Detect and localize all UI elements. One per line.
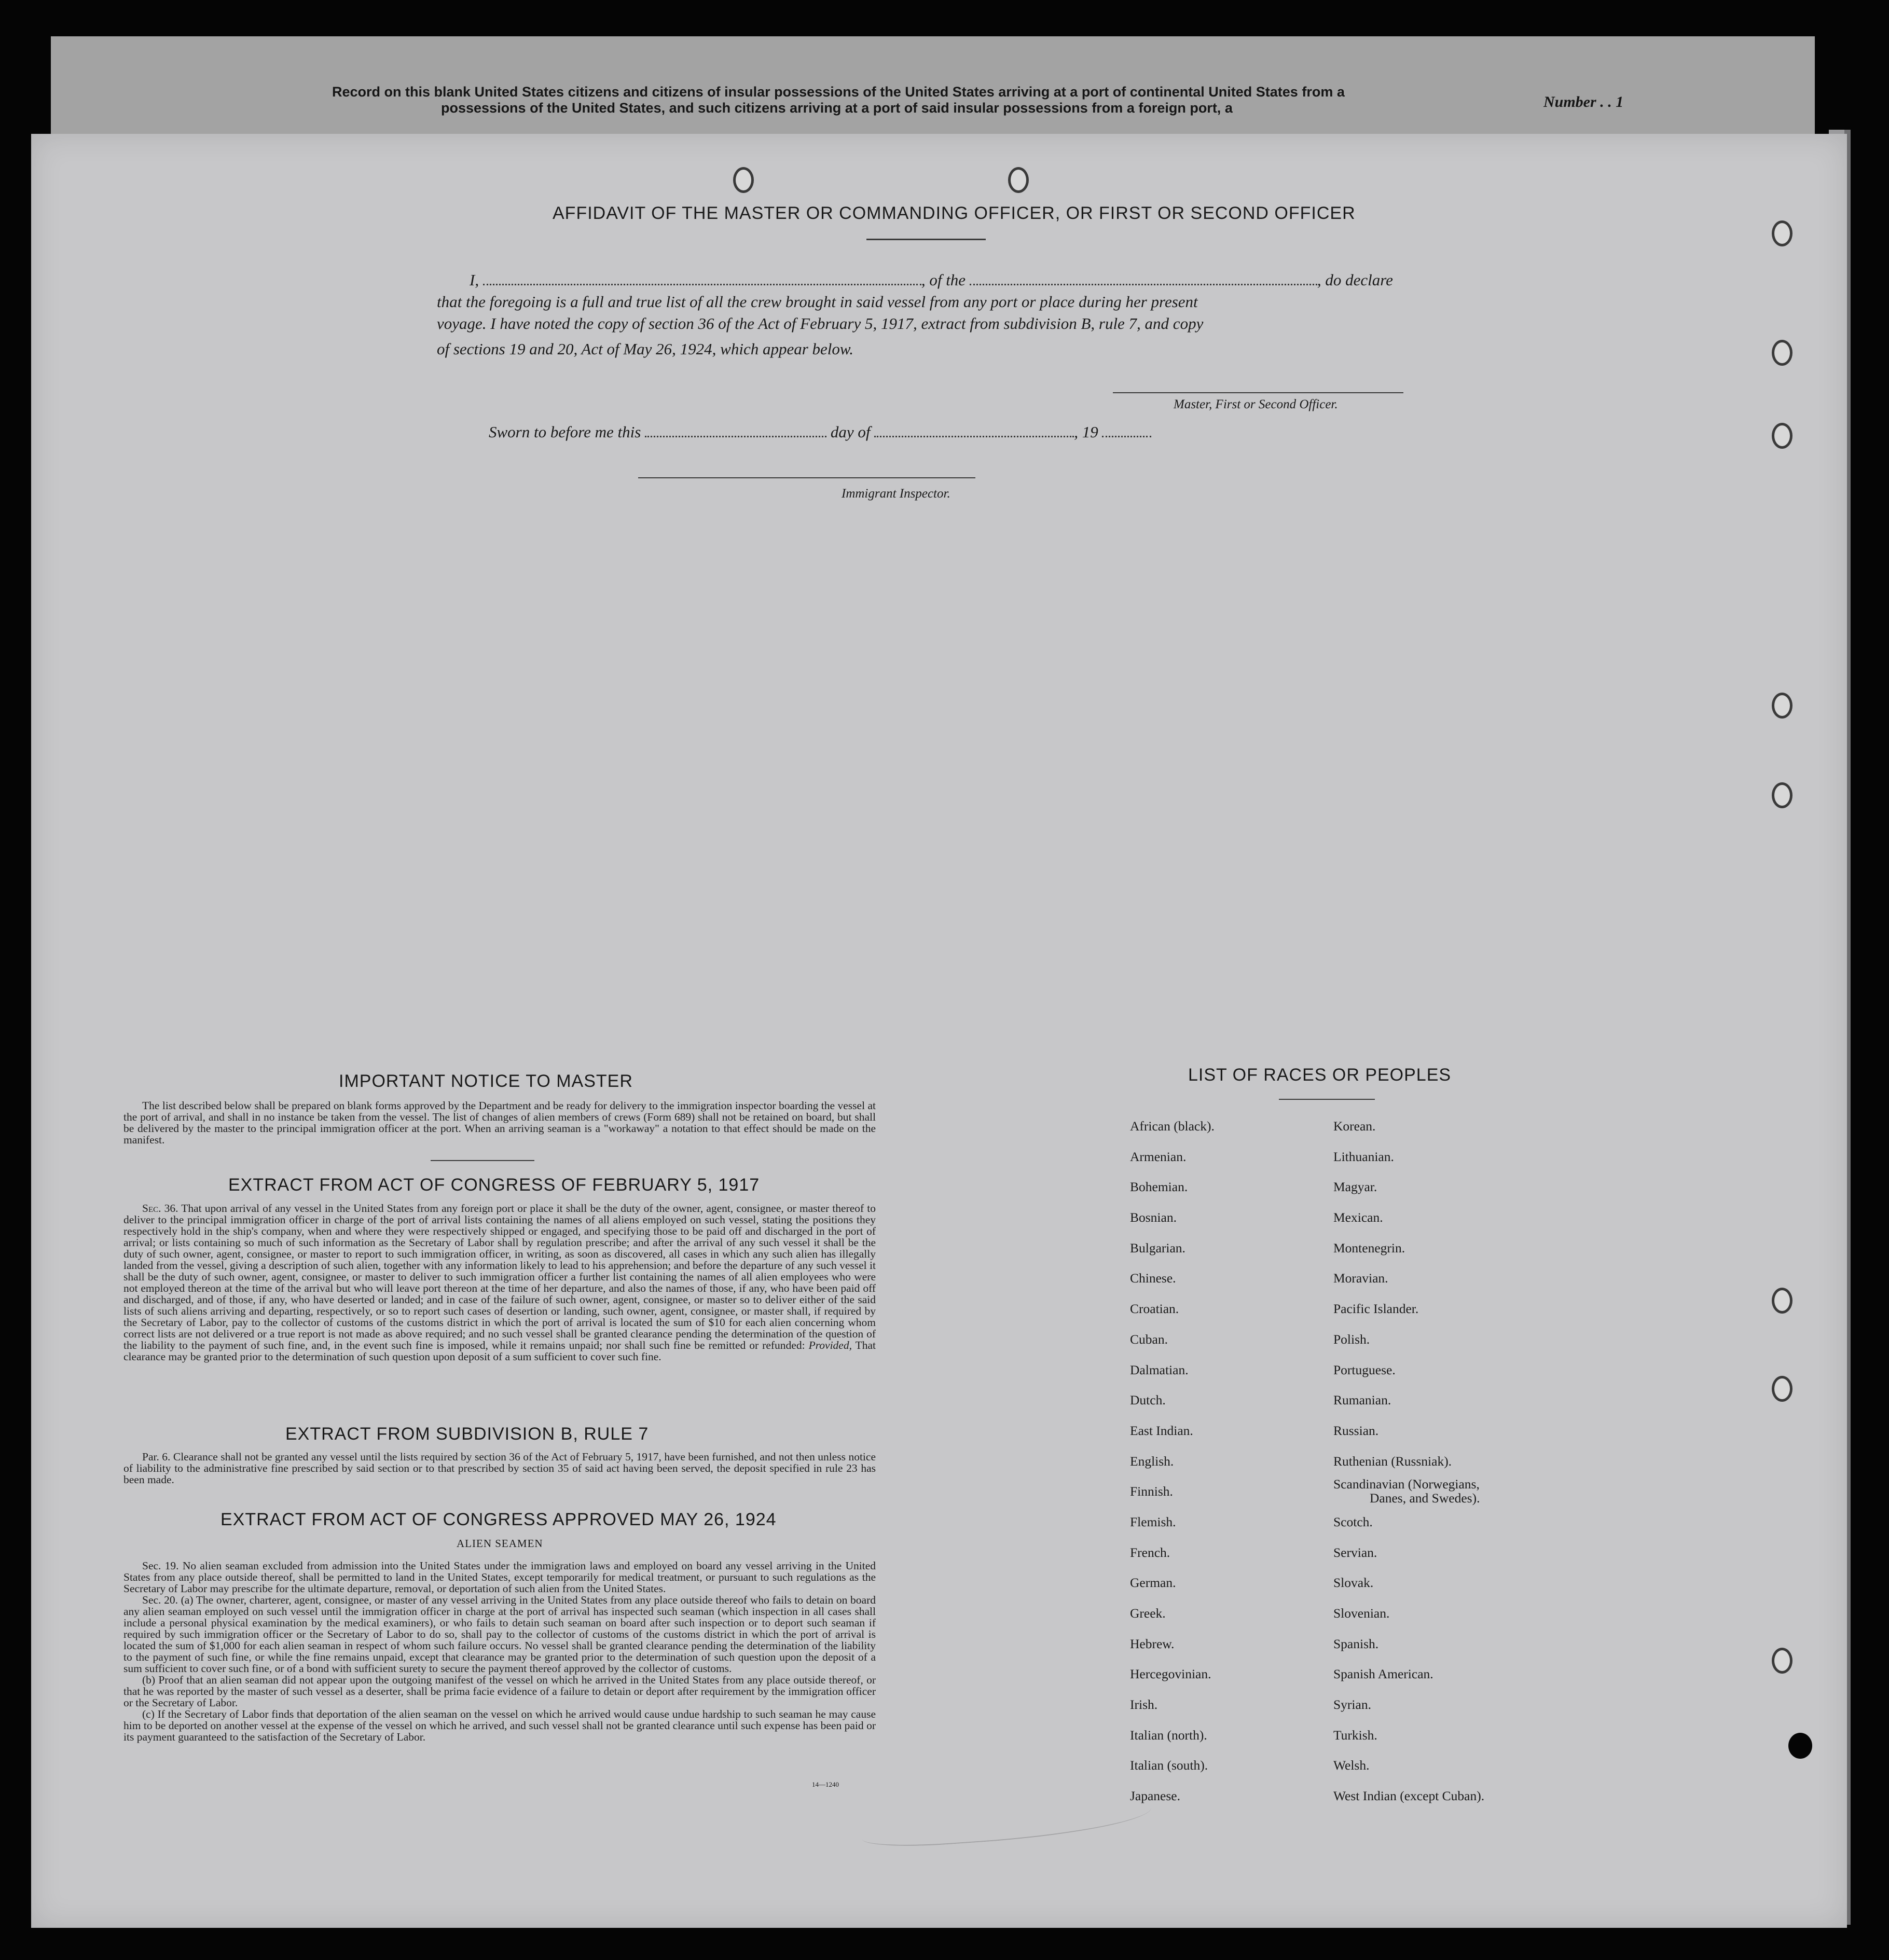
- header-strip: [332, 84, 1473, 116]
- race-item-line: Danes, and Swedes).: [1370, 1490, 1480, 1506]
- race-item: English.: [1130, 1453, 1174, 1469]
- race-item: Cuban.: [1130, 1331, 1168, 1347]
- rule7-paragraph: Par. 6. Clearance shall not be granted any vessel until the lists required by section 36 of the Act of February 5, 1917, have been furnished, and not then unless notice of liability to the administrative fine prescribed by said section or to that prescribed by section 35 of said act having been served, the deposit specified in rule 23 has been made.: [123, 1451, 876, 1486]
- punch-hole: [1772, 220, 1793, 246]
- race-item: Bulgarian.: [1130, 1240, 1185, 1255]
- race-item: Chinese.: [1130, 1271, 1176, 1286]
- extract-1924-body: [123, 1560, 876, 1743]
- races-rule: [1279, 1099, 1375, 1100]
- title-rule: [866, 239, 986, 240]
- alien-seamen-subtitle: ALIEN SEAMEN: [457, 1537, 543, 1550]
- header-line-1: Record on this blank United States citizens and citizens of insular possessions of the United States arriving at a port of continental United States from a: [332, 84, 1345, 100]
- race-item: Armenian.: [1130, 1149, 1187, 1164]
- punch-hole: [1772, 693, 1793, 719]
- race-item: Bohemian.: [1130, 1179, 1188, 1195]
- race-item: Spanish American.: [1333, 1666, 1433, 1682]
- race-item: Syrian.: [1333, 1697, 1371, 1713]
- race-item: Dalmatian.: [1130, 1362, 1189, 1377]
- punch-hole: [1772, 423, 1793, 449]
- race-item: Mexican.: [1333, 1210, 1383, 1225]
- section-20a-paragraph: Sec. 20. (a) The owner, charterer, agent, consignee, or master of any vessel arriving in the United States from any place outside thereof who fails to detain on board any alien seaman employed on such vessel until the immigration officer in charge at the port of arrival has inspected such seaman (which inspection in all cases shall include a personal physical examination by the medical examiners), or who fails to detain such seaman on board after such inspection or to deport such seaman if required by such immigration officer or the Secretary of Labor to do so, shall pay to the collector of customs of the customs district in which the port of arrival is located the sum of $1,000 for each alien seaman in respect of whom such failure occurs. No vessel shall be granted clearance pending the determination of the liability to the payment of such fine, or while the fine remains unpaid, except that clearance may be granted prior to the determination of such question upon the deposit of a sum sufficient to cover such fine, or of a bond with sufficient surety to secure the payment thereof approved by the collector of customs.: [123, 1594, 876, 1675]
- race-item: Finnish.: [1130, 1484, 1173, 1499]
- race-item: French.: [1130, 1544, 1170, 1560]
- section-19-paragraph: Sec. 19. No alien seaman excluded from admission into the United States under the immigration laws and employed on board any vessel arriving in the United States from any place outside thereof, shall be permitted to land in the United States, except temporarily for medical treatment, or pursuant to such regulations as the Secretary of Labor may prescribe for the ultimate departure, removal, or deportation of such alien from the United States.: [123, 1559, 876, 1595]
- notice-paragraph: The list described below shall be prepared on blank forms approved by the Department and be ready for delivery to the immigration inspector boarding the vessel at the port of arrival, and shall in no instance be taken from the vessel. The list of changes of alien members of crews (Form 689) shall not be retained on board, but shall be delivered by the master to the principal immigration officer at the port. When an arriving seaman is a "workaway" a notation to that effect should be made on the manifest.: [123, 1099, 876, 1146]
- race-item: Hercegovinian.: [1130, 1666, 1211, 1682]
- day-of-text: day of: [830, 423, 871, 441]
- race-item: Italian (south).: [1130, 1758, 1208, 1773]
- race-item: Korean.: [1333, 1119, 1376, 1134]
- race-item: [1333, 1476, 1484, 1507]
- sworn-text: Sworn to before me this: [489, 423, 641, 441]
- punch-hole: [1772, 782, 1793, 808]
- race-item: Irish.: [1130, 1697, 1158, 1713]
- race-item: Montenegrin.: [1333, 1240, 1405, 1255]
- affidavit-line-2: that the foregoing is a full and true list of all the crew brought in said vessel from any port or place during her present: [437, 293, 1198, 311]
- race-item: Magyar.: [1333, 1179, 1377, 1195]
- affidavit-i: I,: [470, 271, 479, 289]
- races-title: LIST OF RACES OR PEOPLES: [1188, 1065, 1452, 1085]
- section-36-tail: That clearance may be granted prior to the determination of such question upon deposit of a sum sufficient to cover such fine.: [123, 1339, 876, 1363]
- race-item: Pacific Islander.: [1333, 1301, 1419, 1317]
- month-blank[interactable]: [874, 424, 1074, 437]
- year-text: , 19: [1074, 423, 1098, 441]
- affidavit-of-the: , of the: [921, 271, 966, 289]
- race-item: Portuguese.: [1333, 1362, 1396, 1377]
- punch-hole: [1772, 1648, 1793, 1674]
- extract-1917-title: EXTRACT FROM ACT OF CONGRESS OF FEBRUARY 5, 1917: [228, 1175, 760, 1195]
- section-20b-paragraph: (b) Proof that an alien seaman did not appear upon the outgoing manifest of the vessel on which he arrived in the United States from any place outside thereof, or that he was reported by the master of such vessel as a deserter, shall be prima facie evidence of a failure to detain or deport after requirement by the immigration officer or the Secretary of Labor.: [123, 1674, 876, 1709]
- race-item: African (black).: [1130, 1119, 1215, 1134]
- name-blank[interactable]: [483, 272, 921, 285]
- punch-hole: [1772, 1376, 1793, 1402]
- punch-hole: [1772, 1288, 1793, 1314]
- vessel-blank[interactable]: [970, 272, 1317, 285]
- punch-hole: [1008, 167, 1029, 193]
- race-item: East Indian.: [1130, 1423, 1193, 1438]
- number-label: Number: [1543, 93, 1596, 111]
- notice-title: IMPORTANT NOTICE TO MASTER: [339, 1071, 633, 1091]
- race-item: Italian (north).: [1130, 1727, 1207, 1743]
- race-item: Greek.: [1130, 1606, 1166, 1621]
- race-item: Polish.: [1333, 1331, 1370, 1347]
- punch-hole: [1788, 1733, 1812, 1759]
- race-item: Rumanian.: [1333, 1392, 1391, 1408]
- sworn-line: [489, 423, 1151, 441]
- notice-rule: [431, 1160, 534, 1161]
- affidavit-line-4: of sections 19 and 20, Act of May 26, 1924, which appear below.: [437, 340, 854, 358]
- affidavit-line-3: voyage. I have noted the copy of section 36 of the Act of February 5, 1917, extract from subdivision B, rule 7, and copy: [437, 314, 1204, 333]
- race-item: Bosnian.: [1130, 1210, 1177, 1225]
- year-blank[interactable]: [1102, 424, 1151, 437]
- race-item: West Indian (except Cuban).: [1333, 1788, 1485, 1804]
- affidavit-do-declare: , do declare: [1317, 271, 1393, 289]
- races-left-column: [1130, 1111, 1215, 1812]
- inspector-caption: Immigrant Inspector.: [842, 487, 950, 501]
- race-item: Russian.: [1333, 1423, 1379, 1438]
- section-36-text: That upon arrival of any vessel in the United States from any foreign port or place it shall be the duty of the owner, agent, consignee, or master thereof to deliver to the principal immigration officer in charge of the port of arrival lists containing the names of all aliens employed on such vessel, stating the positions they respectively hold in the ship's company, when and where they were respectively shipped or engaged, and specifying those to be paid off and discharged in the port of arrival; or lists containing so much of such information as the Secretary of Labor shall by regulation prescribe; and after the arrival of any such vessel it shall be the duty of such owner, agent, consignee, or master to report to such immigration officer, in writing, as soon as discovered, all cases in which any such alien has illegally landed from the vessel, giving a description of such alien, together with any information likely to lead to his apprehension; and before the departure of any such vessel it shall be the duty of such owner, agent, consignee, or master to deliver to such immigration officer a further list containing the names of all alien employees who were not employed thereon at the time of the arrival but who will leave port thereon at the time of her departure, and also the names of those, if any, who have been paid off and discharged, and of those, if any, who have deserted or landed; and in case of the failure of such owner, agent, consignee, or master so to deliver either of the said lists of such aliens arriving and departing, respectively, or so to report such cases of desertion or landing, such owner, agent, consignee, or master shall, if required by the Secretary of Labor, pay to the collector of customs of the customs district in which the port of arrival is located the sum of $10 for each alien concerning whom correct lists are not delivered or a true report is not made as above required; and no such vessel shall be granted clearance pending the determination of the question of the liability to the payment of such fine, and, in the event such fine is imposed, while it remains unpaid; nor shall such fine be remitted or refunded:: [123, 1202, 876, 1351]
- race-item: Lithuanian.: [1333, 1149, 1394, 1164]
- form-number: 14—1240: [812, 1780, 839, 1788]
- race-item: Slovak.: [1333, 1575, 1374, 1591]
- race-item: Scotch.: [1333, 1514, 1373, 1529]
- races-right-column: [1333, 1111, 1484, 1812]
- extract-rule7-body: [123, 1451, 876, 1485]
- provided-word: Provided,: [808, 1339, 852, 1351]
- extract-1917-body: [123, 1203, 876, 1362]
- extract-rule7-title: EXTRACT FROM SUBDIVISION B, RULE 7: [285, 1424, 649, 1444]
- race-item-line: Scandinavian (Norwegians,: [1333, 1476, 1480, 1492]
- race-item: Spanish.: [1333, 1636, 1379, 1651]
- race-item: Welsh.: [1333, 1758, 1370, 1773]
- section-36-label: Sec. 36.: [142, 1202, 178, 1214]
- master-caption: Master, First or Second Officer.: [1174, 397, 1338, 411]
- race-item: Slovenian.: [1333, 1606, 1390, 1621]
- extract-1924-title: EXTRACT FROM ACT OF CONGRESS APPROVED MAY 26, 1924: [220, 1510, 777, 1529]
- header-line-2: possessions of the United States, and such citizens arriving at a port of said insular possessions from a foreign port, a: [441, 100, 1233, 116]
- race-item: Japanese.: [1130, 1788, 1180, 1804]
- punch-hole: [733, 167, 754, 193]
- section-36-paragraph: [123, 1203, 876, 1362]
- punch-hole: [1772, 340, 1793, 366]
- race-item: Ruthenian (Russniak).: [1333, 1453, 1452, 1469]
- affidavit-line-1: [470, 271, 1393, 289]
- race-item: German.: [1130, 1575, 1176, 1591]
- sworn-day-blank[interactable]: [645, 424, 826, 437]
- notice-body: [123, 1100, 876, 1145]
- inspector-signature-line[interactable]: [638, 477, 975, 478]
- race-item: Hebrew.: [1130, 1636, 1175, 1651]
- affidavit-title: AFFIDAVIT OF THE MASTER OR COMMANDING OFFICER, OR FIRST OR SECOND OFFICER: [553, 203, 1356, 223]
- race-item: Moravian.: [1333, 1271, 1388, 1286]
- master-signature-line[interactable]: [1113, 392, 1403, 393]
- race-item: Flemish.: [1130, 1514, 1176, 1529]
- number-field: Number . . 1: [1543, 93, 1624, 111]
- race-item: Turkish.: [1333, 1727, 1377, 1743]
- section-20c-paragraph: (c) If the Secretary of Labor finds that deportation of the alien seaman on the vessel on which he arrived would cause undue hardship to such seaman he may cause him to be deported on another vessel at the expense of the vessel on which he arrived, and such vessel shall not be granted clearance until such expense has been paid or its payment guaranteed to the satisfaction of the Secretary of Labor.: [123, 1708, 876, 1743]
- race-item: Dutch.: [1130, 1392, 1166, 1408]
- number-value: 1: [1616, 93, 1624, 111]
- race-item: Croatian.: [1130, 1301, 1179, 1317]
- race-item: Servian.: [1333, 1544, 1377, 1560]
